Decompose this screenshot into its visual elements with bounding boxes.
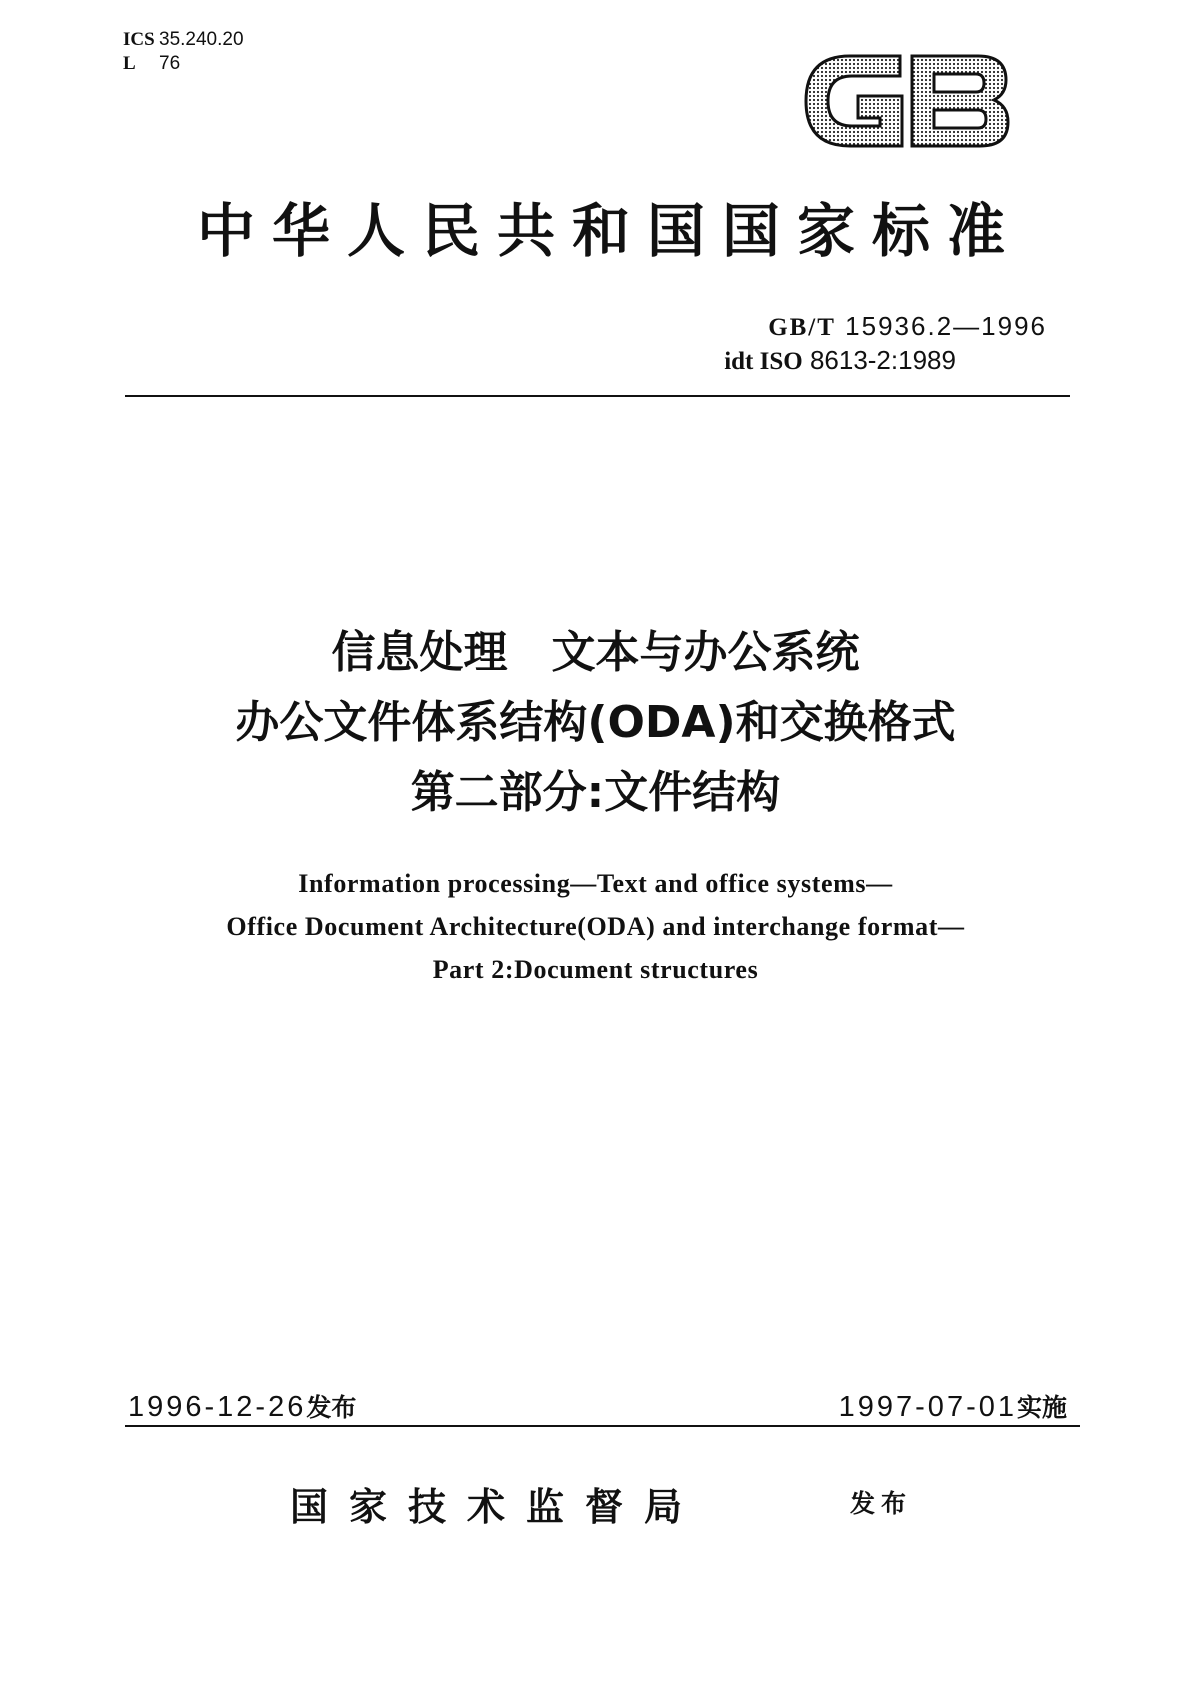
idt-number [724,344,1047,378]
english-title-line-2: Office Document Architecture(ODA) and interchange format— [226,912,965,941]
chinese-title-line-2: 办公文件体系结构(ODA)和交换格式 [235,697,956,748]
issue-date-label: 发布 [306,1393,357,1422]
chinese-title-line-1: 信息处理 文本与办公系统 [331,627,860,678]
gb-logo [800,42,1014,160]
classification-codes [123,28,244,76]
header-rule [125,395,1070,397]
l-value: 76 [159,53,181,74]
english-title-line-3: Part 2:Document structures [432,955,759,984]
issue-date-value: 1996-12-26 [128,1391,307,1423]
gbt-number [724,310,1047,344]
issue-date [128,1388,356,1424]
effective-date-label: 实施 [1016,1393,1067,1422]
gbt-label: GB/T [768,314,836,341]
issuing-action: 发布 [850,1489,913,1518]
l-row [123,52,244,76]
chinese-title-line-3: 第二部分:文件结构 [410,767,781,818]
footer-rule [125,1425,1080,1427]
chinese-title [0,618,1191,828]
ics-label: ICS [123,29,155,50]
effective-date-value: 1997-07-01 [838,1391,1017,1423]
idt-label: idt ISO [724,348,803,375]
english-title [0,862,1191,991]
issuing-authority: 国家技术监督局 [290,1484,704,1529]
gbt-value: 15936.2—1996 [845,311,1047,341]
ics-value: 35.240.20 [159,29,244,50]
english-title-line-1: Information processing—Text and office systems— [298,869,893,898]
effective-date [839,1388,1067,1424]
standard-title: 中华人民共和国国家标准 [196,197,1022,265]
standard-code [724,310,1047,378]
idt-value: 8613-2:1989 [809,345,956,375]
l-label: L [123,53,136,74]
ics-row [123,28,244,52]
